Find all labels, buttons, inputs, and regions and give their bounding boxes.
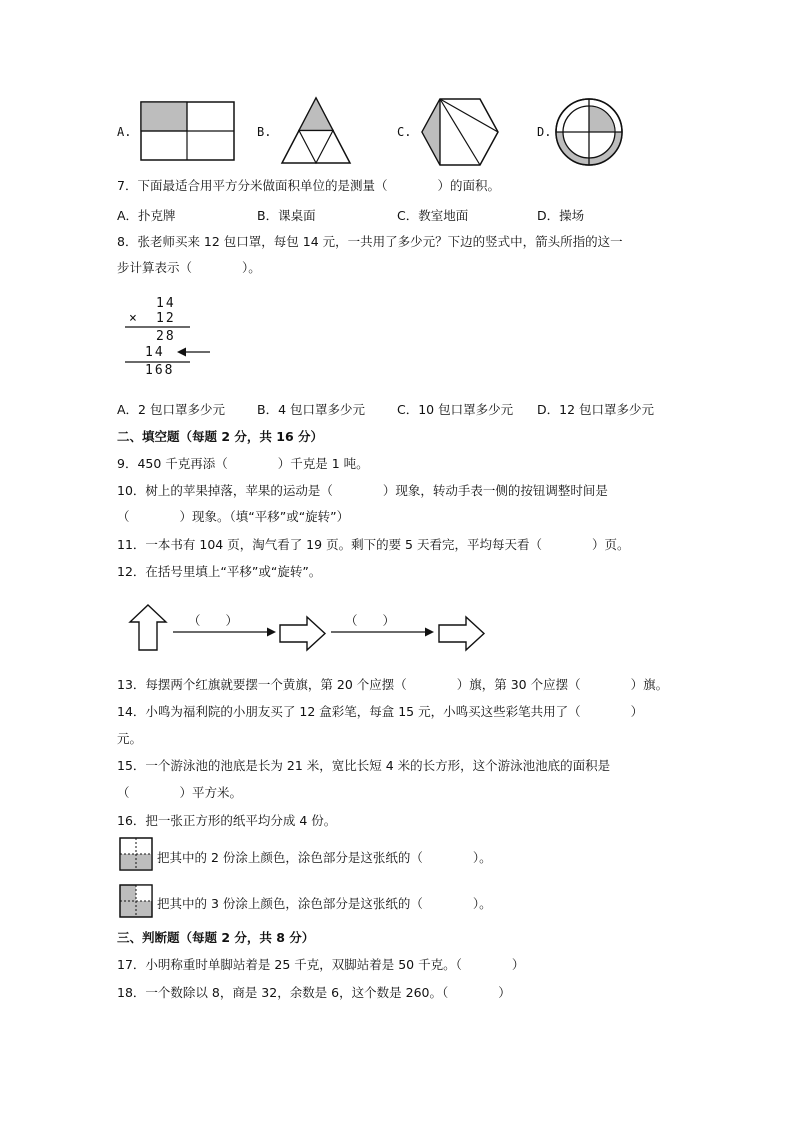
calc-times-sign: × xyxy=(129,311,139,326)
option-c-label: C. xyxy=(397,125,412,139)
q7-option-c[interactable]: C．教室地面 xyxy=(397,208,469,223)
figure-a-rectangle xyxy=(140,101,235,161)
q7-option-a[interactable]: A．扑克牌 xyxy=(117,208,176,223)
left-arrow-icon xyxy=(176,346,212,358)
q8-stem-line2: 步计算表示（ ）。 xyxy=(117,260,261,275)
figure-c-hexagon xyxy=(420,97,500,167)
calc-multiplicand: 14 xyxy=(156,296,176,311)
q14-line1: 14．小鸣为福利院的小朋友买了 12 盒彩笔，每盒 15 元，小鸣买这些彩笔共用了（ ） xyxy=(117,704,644,719)
q10-line2: （ ）现象。（填“平移”或“旋转”） xyxy=(117,509,350,524)
right-arrow-line-1 xyxy=(172,626,278,638)
q14-line2: 元。 xyxy=(117,731,143,746)
q8-option-a[interactable]: A．2 包口罩多少元 xyxy=(117,402,225,417)
section-2-heading: 二、填空题（每题 2 分，共 16 分） xyxy=(117,429,324,444)
figure-b-triangle xyxy=(280,96,352,166)
q8-stem-line1: 8．张老师买来 12 包口罩，每包 14 元，一共用了多少元？下边的竖式中，箭头所指的这一 xyxy=(117,234,623,249)
option-d-label: D. xyxy=(537,125,552,139)
section-3-heading: 三、判断题（每题 2 分，共 8 分） xyxy=(117,930,315,945)
q8-option-c[interactable]: C．10 包口罩多少元 xyxy=(397,402,514,417)
square-three-parts-shaded xyxy=(119,884,153,918)
calc-multiplier: 12 xyxy=(156,311,176,326)
q7-option-d[interactable]: D．操场 xyxy=(537,208,585,223)
figure-d-circle xyxy=(553,97,625,167)
q9: 9．450 千克再添（ ）千克是 1 吨。 xyxy=(117,456,369,471)
option-b-label: B. xyxy=(257,125,272,139)
square-two-parts-shaded xyxy=(119,837,153,871)
up-arrow-shape xyxy=(129,604,167,652)
q8-option-b[interactable]: B．4 包口罩多少元 xyxy=(257,402,366,417)
option-a-label: A. xyxy=(117,125,132,139)
q8-option-d[interactable]: D．12 包口罩多少元 xyxy=(537,402,655,417)
q13: 13．每摆两个红旗就要摆一个黄旗，第 20 个应摆（ ）旗，第 30 个应摆（ ）旗。 xyxy=(117,677,669,692)
right-arrow-shape-1 xyxy=(279,616,327,652)
q16: 16．把一张正方形的纸平均分成 4 份。 xyxy=(117,813,337,828)
q16-part-a: 把其中的 2 份涂上颜色，涂色部分是这张纸的（ ）。 xyxy=(157,850,492,865)
q18: 18．一个数除以 8，商是 32，余数是 6，这个数是 260。（ ） xyxy=(117,985,511,1000)
q17: 17．小明称重时单脚站着是 25 千克，双脚站着是 50 千克。（ ） xyxy=(117,957,525,972)
q15-line1: 15．一个游泳池的池底是长为 21 米，宽比长短 4 米的长方形，这个游泳池池底的面积是 xyxy=(117,758,611,773)
right-arrow-shape-2 xyxy=(438,616,486,652)
calc-result: 168 xyxy=(145,363,175,378)
q15-line2: （ ）平方米。 xyxy=(117,785,243,800)
q7-stem: 7．下面最适合用平方分米做面积单位的是测量（ ）的面积。 xyxy=(117,178,500,193)
q11: 11．一本书有 104 页，淘气看了 19 页。剩下的要 5 天看完，平均每天看（ ）页。 xyxy=(117,537,630,552)
calc-partial-2: 14 xyxy=(145,345,165,360)
calc-partial-1: 28 xyxy=(156,329,176,344)
right-arrow-line-2 xyxy=(330,626,436,638)
q16-part-b: 把其中的 3 份涂上颜色，涂色部分是这张纸的（ ）。 xyxy=(157,896,492,911)
q7-option-b[interactable]: B．课桌面 xyxy=(257,208,316,223)
q12-blank-2[interactable]: （ ） xyxy=(345,613,396,628)
q12: 12．在括号里填上“平移”或“旋转”。 xyxy=(117,564,322,579)
q10-line1: 10．树上的苹果掉落，苹果的运动是（ ）现象，转动手表一侧的按钮调整时间是 xyxy=(117,483,608,498)
q12-blank-1[interactable]: （ ） xyxy=(188,613,239,628)
